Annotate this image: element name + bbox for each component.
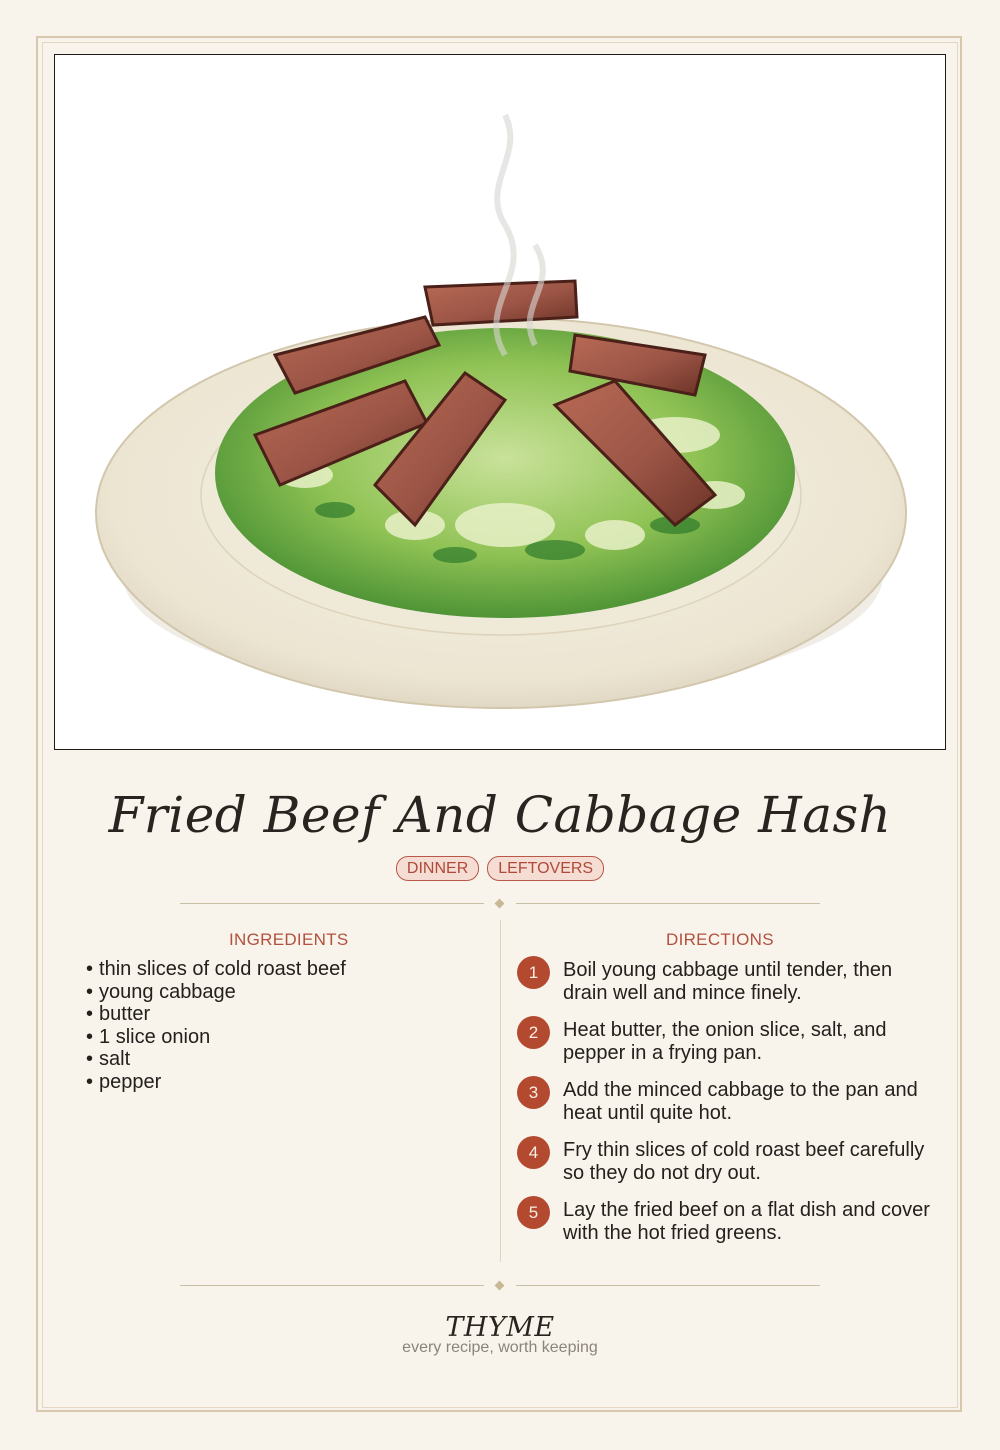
plate-illustration xyxy=(55,55,945,749)
direction-step xyxy=(517,1196,937,1256)
divider-diamond-icon xyxy=(495,899,505,909)
direction-step xyxy=(517,956,937,1016)
step-text: Add the minced cabbage to the pan and heat until quite hot. xyxy=(563,1079,918,1124)
tag-leftovers[interactable]: LEFTOVERS xyxy=(487,856,604,881)
ingredient-item: • salt xyxy=(86,1048,486,1071)
divider-line-right xyxy=(516,903,820,904)
step-text: Lay the fried beef on a flat dish and cover with the hot fried greens. xyxy=(563,1199,930,1244)
step-number-badge: 3 xyxy=(517,1076,550,1109)
divider-line-right xyxy=(516,1285,820,1286)
direction-step xyxy=(517,1136,937,1196)
step-number-badge: 5 xyxy=(517,1196,550,1229)
direction-step xyxy=(517,1076,937,1136)
recipe-photo xyxy=(54,54,946,750)
step-number-badge: 2 xyxy=(517,1016,550,1049)
divider-diamond-icon xyxy=(495,1281,505,1291)
divider-line-left xyxy=(180,1285,484,1286)
tag-list xyxy=(0,856,1000,881)
direction-step xyxy=(517,1016,937,1076)
directions-heading: DIRECTIONS xyxy=(666,930,774,949)
recipe-title: Fried Beef And Cabbage Hash xyxy=(108,786,892,844)
column-separator xyxy=(500,920,501,1262)
ingredients-list xyxy=(86,958,486,1094)
ingredient-item: • thin slices of cold roast beef xyxy=(86,958,486,981)
top-divider xyxy=(180,898,820,910)
brand-tagline: every recipe, worth keeping xyxy=(402,1339,598,1356)
step-text: Heat butter, the onion slice, salt, and pepper in a frying pan. xyxy=(563,1019,887,1064)
ingredient-item: • pepper xyxy=(86,1071,486,1094)
bottom-divider xyxy=(180,1280,820,1292)
directions-list xyxy=(517,956,937,1256)
ingredients-heading: INGREDIENTS xyxy=(229,930,349,949)
ingredient-item: • 1 slice onion xyxy=(86,1026,486,1049)
step-number-badge: 1 xyxy=(517,956,550,989)
divider-line-left xyxy=(180,903,484,904)
step-number-badge: 4 xyxy=(517,1136,550,1169)
tag-dinner[interactable]: DINNER xyxy=(396,856,479,881)
step-text: Fry thin slices of cold roast beef carefully so they do not dry out. xyxy=(563,1139,925,1184)
ingredient-item: • young cabbage xyxy=(86,981,486,1004)
ingredient-item: • butter xyxy=(86,1003,486,1026)
step-text: Boil young cabbage until tender, then drain well and mince finely. xyxy=(563,959,893,1004)
brand-logo: THYME xyxy=(445,1312,555,1343)
